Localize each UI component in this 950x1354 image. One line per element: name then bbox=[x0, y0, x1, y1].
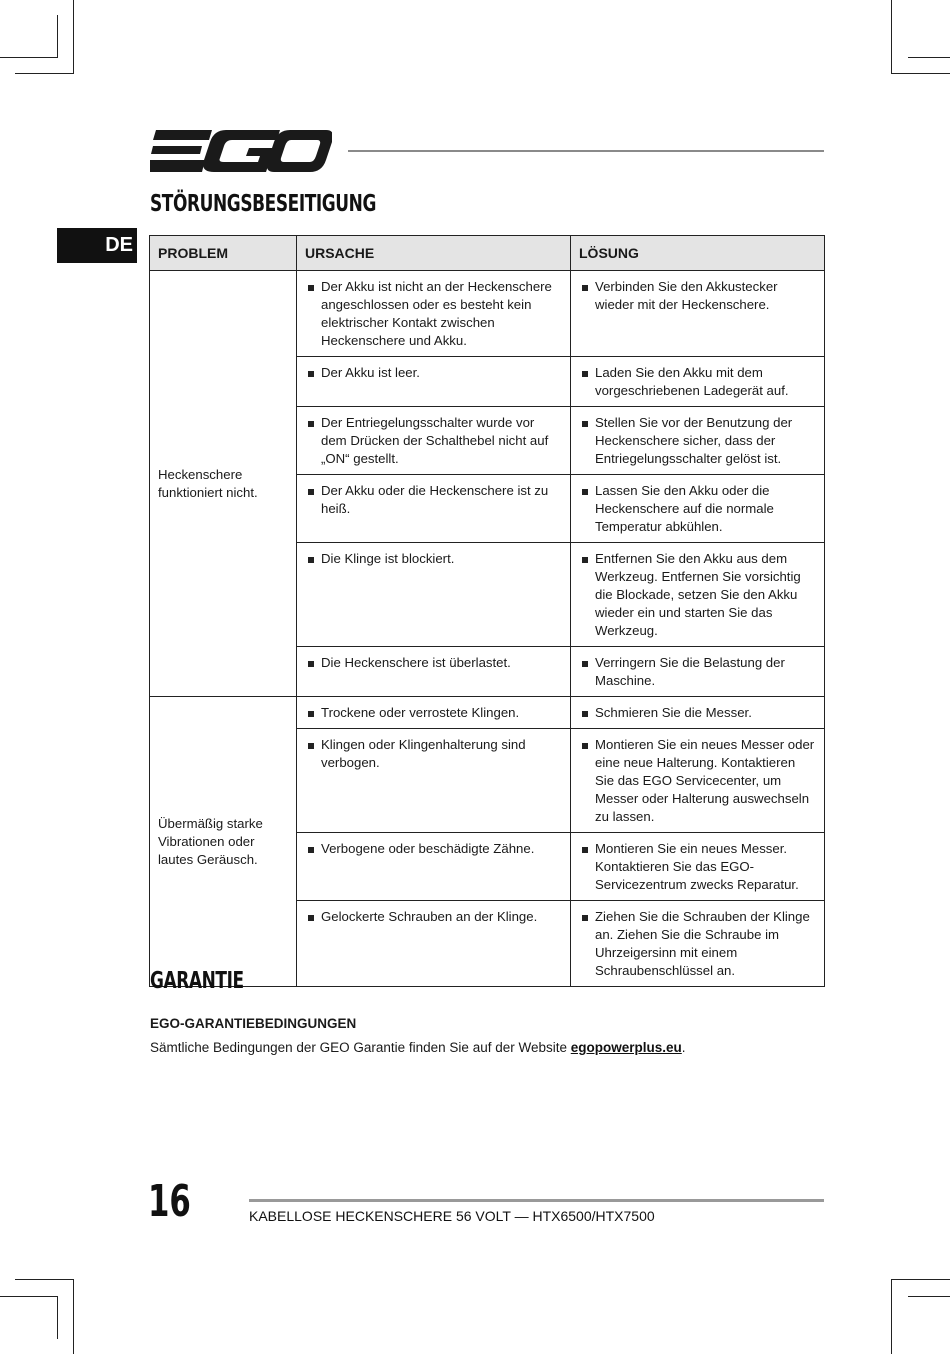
solution-cell bbox=[571, 697, 825, 729]
crop-mark bbox=[908, 57, 950, 58]
crop-mark bbox=[73, 0, 74, 74]
crop-mark bbox=[908, 1296, 950, 1297]
cause-text: Trockene oder verrostete Klingen. bbox=[305, 704, 562, 722]
cause-text: Der Entriegelungsschalter wurde vor dem Drücken der Schalthebel nicht auf „ON“ gestellt. bbox=[305, 414, 562, 468]
language-tab: DE bbox=[57, 228, 137, 263]
solution-cell bbox=[571, 475, 825, 543]
solution-text: Schmieren Sie die Messer. bbox=[579, 704, 816, 722]
crop-mark bbox=[891, 1279, 950, 1280]
warranty-website-link[interactable]: egopowerplus.eu bbox=[570, 1040, 682, 1055]
footer-rule bbox=[249, 1199, 824, 1202]
warranty-title: GARANTIE bbox=[150, 968, 244, 994]
table-row bbox=[150, 271, 825, 357]
cause-cell bbox=[297, 647, 571, 697]
crop-mark bbox=[57, 15, 58, 58]
crop-mark bbox=[891, 73, 950, 74]
solution-text: Laden Sie den Akku mit dem vorgeschriebenen Ladegerät auf. bbox=[579, 364, 816, 400]
cause-cell bbox=[297, 697, 571, 729]
solution-text: Montieren Sie ein neues Messer. Kontaktieren Sie das EGO-Servicezentrum zwecks Reparatur. bbox=[579, 840, 816, 894]
cause-text: Der Akku oder die Heckenschere ist zu heiß. bbox=[305, 482, 562, 518]
troubleshooting-title: STÖRUNGSBESEITIGUNG bbox=[150, 191, 376, 217]
solution-text: Entfernen Sie den Akku aus dem Werkzeug. Entfernen Sie vorsichtig die Blockade, setzen Sie den Akku wieder ein und starten Sie das Werkzeug. bbox=[579, 550, 816, 640]
solution-cell bbox=[571, 271, 825, 357]
crop-mark bbox=[0, 57, 57, 58]
problem-cell: Übermäßig starke Vibrationen oder lautes Geräusch. bbox=[150, 697, 297, 987]
ego-logo bbox=[150, 130, 332, 172]
cause-cell bbox=[297, 901, 571, 987]
solution-text: Verringern Sie die Belastung der Maschine. bbox=[579, 654, 816, 690]
table-header-row bbox=[150, 236, 825, 271]
solution-cell bbox=[571, 833, 825, 901]
cause-text: Der Akku ist nicht an der Heckenschere angeschlossen oder es besteht kein elektrischer Kontakt zwischen Heckenschere und Akku. bbox=[305, 278, 562, 350]
crop-mark bbox=[891, 1279, 892, 1354]
solution-text: Stellen Sie vor der Benutzung der Heckenschere sicher, dass der Entriegelungsschalter gelöst ist. bbox=[579, 414, 816, 468]
cause-text: Der Akku ist leer. bbox=[305, 364, 562, 382]
cause-cell bbox=[297, 729, 571, 833]
footer-text: KABELLOSE HECKENSCHERE 56 VOLT — HTX6500/HTX7500 bbox=[249, 1208, 655, 1224]
column-header-solution: LÖSUNG bbox=[571, 236, 825, 271]
solution-cell bbox=[571, 647, 825, 697]
solution-cell bbox=[571, 543, 825, 647]
warranty-text bbox=[150, 1040, 686, 1055]
column-header-problem: PROBLEM bbox=[150, 236, 297, 271]
troubleshooting-table bbox=[149, 235, 825, 987]
cause-cell bbox=[297, 833, 571, 901]
cause-text: Die Heckenschere ist überlastet. bbox=[305, 654, 562, 672]
crop-mark bbox=[73, 1279, 74, 1354]
column-header-cause: URSACHE bbox=[297, 236, 571, 271]
cause-text: Klingen oder Klingenhalterung sind verbogen. bbox=[305, 736, 562, 772]
solution-cell bbox=[571, 407, 825, 475]
cause-text: Gelockerte Schrauben an der Klinge. bbox=[305, 908, 562, 926]
crop-mark bbox=[15, 1279, 74, 1280]
solution-cell bbox=[571, 729, 825, 833]
solution-text: Montieren Sie ein neues Messer oder eine neue Halterung. Kontaktieren Sie das EGO Servicecenter, um Messer oder Halterung auswechseln zu lassen. bbox=[579, 736, 816, 826]
warranty-period: . bbox=[681, 1040, 686, 1055]
solution-cell bbox=[571, 357, 825, 407]
solution-text: Verbinden Sie den Akkustecker wieder mit der Heckenschere. bbox=[579, 278, 816, 314]
page-number: 16 bbox=[148, 1176, 191, 1227]
solution-cell bbox=[571, 901, 825, 987]
warranty-subtitle: EGO-GARANTIEBEDINGUNGEN bbox=[150, 1016, 357, 1031]
cause-text: Die Klinge ist blockiert. bbox=[305, 550, 562, 568]
warranty-body: Sämtliche Bedingungen der GEO Garantie finden Sie auf der Website bbox=[150, 1040, 571, 1055]
solution-text: Lassen Sie den Akku oder die Heckenschere auf die normale Temperatur abkühlen. bbox=[579, 482, 816, 536]
header-rule bbox=[348, 150, 824, 152]
crop-mark bbox=[57, 1296, 58, 1339]
cause-text: Verbogene oder beschädigte Zähne. bbox=[305, 840, 562, 858]
cause-cell bbox=[297, 357, 571, 407]
crop-mark bbox=[15, 73, 74, 74]
cause-cell bbox=[297, 271, 571, 357]
crop-mark bbox=[0, 1296, 57, 1297]
problem-cell: Heckenschere funktioniert nicht. bbox=[150, 271, 297, 697]
crop-mark bbox=[891, 0, 892, 74]
cause-cell bbox=[297, 543, 571, 647]
cause-cell bbox=[297, 407, 571, 475]
cause-cell bbox=[297, 475, 571, 543]
solution-text: Ziehen Sie die Schrauben der Klinge an. Ziehen Sie die Schraube im Uhrzeigersinn mit einem Schraubenschlüssel an. bbox=[579, 908, 816, 980]
table-row bbox=[150, 697, 825, 729]
